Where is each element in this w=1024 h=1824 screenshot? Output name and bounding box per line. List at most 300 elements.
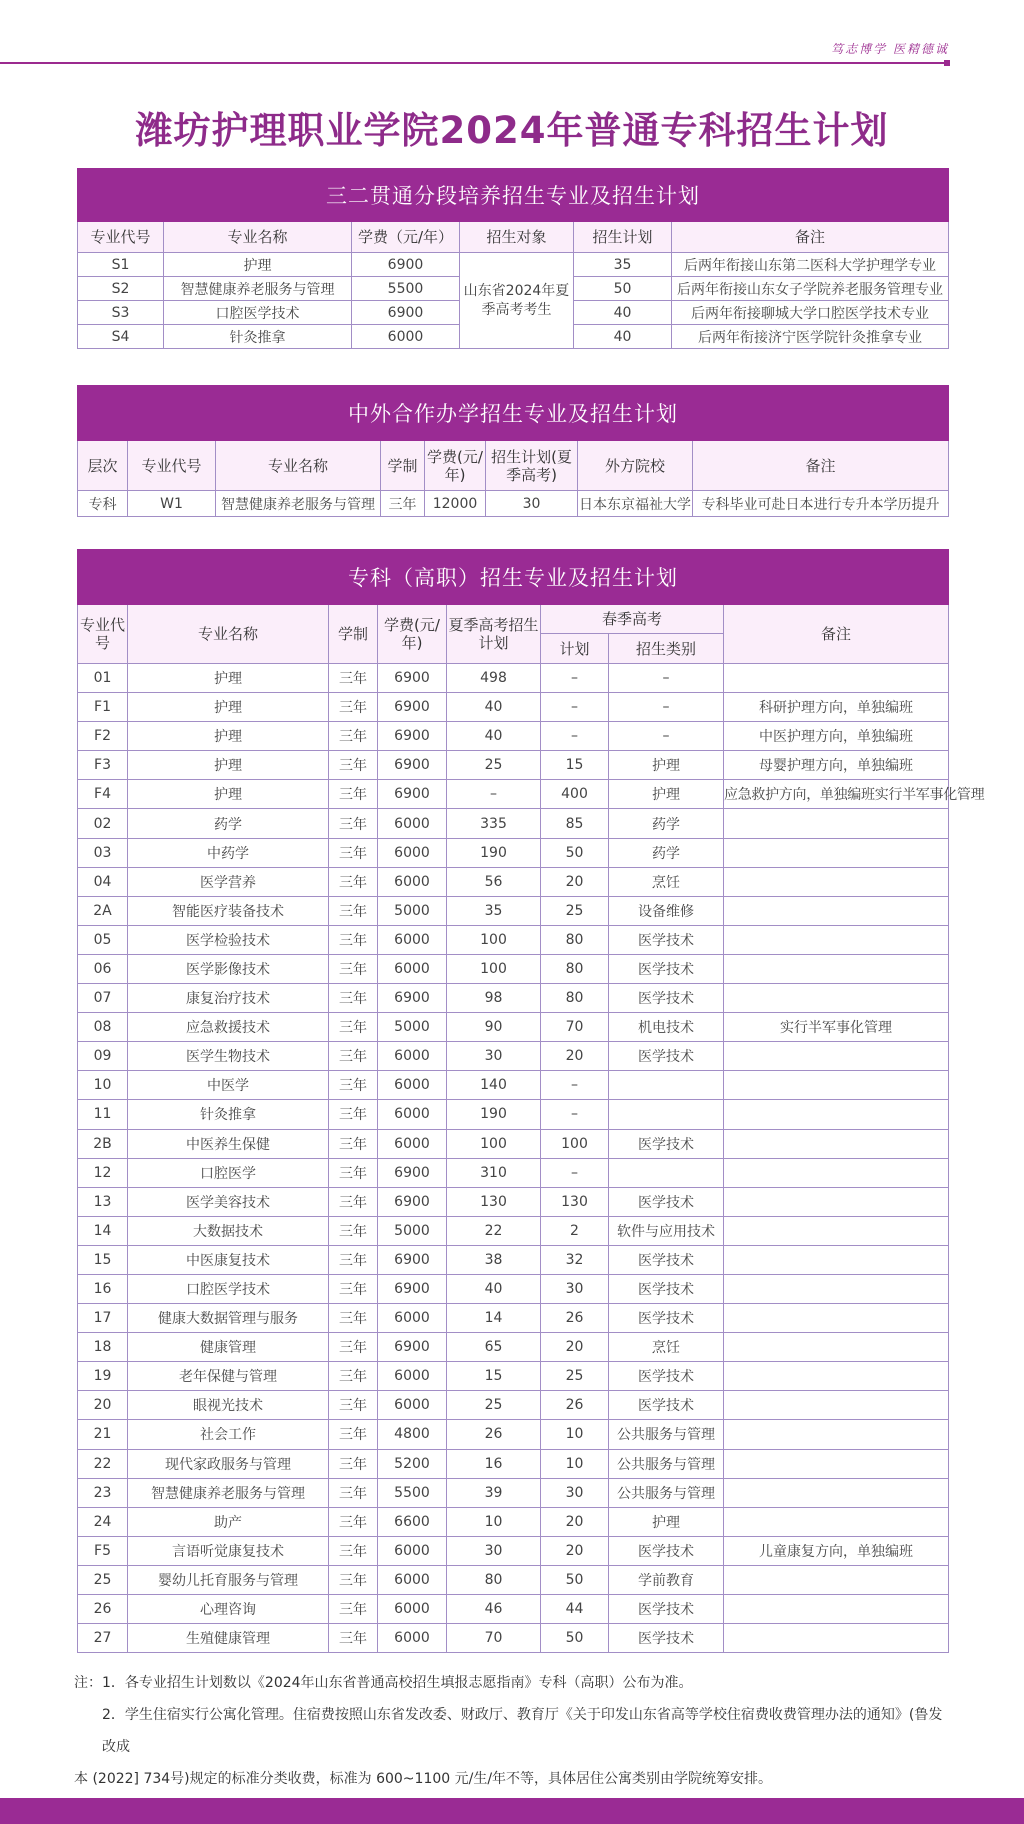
cell-code: 2A bbox=[78, 896, 128, 925]
cell-spring-plan: 20 bbox=[541, 1333, 609, 1362]
cell-code: 16 bbox=[78, 1274, 128, 1303]
cell-name: 医学营养 bbox=[128, 867, 329, 896]
cell-summer-plan: 15 bbox=[447, 1362, 541, 1391]
table-row bbox=[78, 896, 949, 925]
cell-name: 助产 bbox=[128, 1507, 329, 1536]
cell-years: 三年 bbox=[329, 1158, 378, 1187]
cell-years: 三年 bbox=[329, 722, 378, 751]
cell-spring-plan: 130 bbox=[541, 1187, 609, 1216]
cell-spring-type: – bbox=[609, 722, 724, 751]
cell-note bbox=[724, 1478, 949, 1507]
cell-fee: 12000 bbox=[425, 491, 486, 517]
cell-spring-type bbox=[609, 1158, 724, 1187]
cell-code: F3 bbox=[78, 751, 128, 780]
table1-header-fee: 学费（元/年） bbox=[352, 222, 460, 253]
table-row bbox=[78, 1187, 949, 1216]
cell-code: 10 bbox=[78, 1071, 128, 1100]
cell-years: 三年 bbox=[329, 751, 378, 780]
footnote-2-continued: 本 (2022] 734号)规定的标准分类收费，标准为 600~1100 元/生/年不等，具体居住公寓类别由学院统筹安排。 bbox=[74, 1771, 773, 1787]
table-row bbox=[78, 1420, 949, 1449]
cell-code: 08 bbox=[78, 1013, 128, 1042]
cell-summer-plan: 40 bbox=[447, 693, 541, 722]
cell-name: 社会工作 bbox=[128, 1420, 329, 1449]
cell-spring-plan: 32 bbox=[541, 1245, 609, 1274]
cell-spring-type: 烹饪 bbox=[609, 1333, 724, 1362]
cell-summer-plan: 190 bbox=[447, 1100, 541, 1129]
cell-fee: 6000 bbox=[352, 325, 460, 349]
cell-spring-type: 医学技术 bbox=[609, 1624, 724, 1653]
table3-header-spring: 春季高考 bbox=[541, 605, 724, 634]
cell-summer-plan: 130 bbox=[447, 1187, 541, 1216]
cell-spring-plan: 25 bbox=[541, 896, 609, 925]
cell-note: 专科毕业可赴日本进行专升本学历提升 bbox=[693, 491, 949, 517]
cell-years: 三年 bbox=[329, 1071, 378, 1100]
cell-fee: 6000 bbox=[378, 1624, 447, 1653]
cell-spring-type: 医学技术 bbox=[609, 1536, 724, 1565]
cell-code: 03 bbox=[78, 838, 128, 867]
cell-years: 三年 bbox=[329, 1274, 378, 1303]
cell-summer-plan: 22 bbox=[447, 1216, 541, 1245]
cell-spring-type: 医学技术 bbox=[609, 1274, 724, 1303]
footnotes bbox=[74, 1667, 954, 1795]
cell-spring-type bbox=[609, 1071, 724, 1100]
cell-note bbox=[724, 1100, 949, 1129]
cell-spring-plan: – bbox=[541, 693, 609, 722]
cell-fee: 6900 bbox=[378, 1274, 447, 1303]
table-row bbox=[78, 925, 949, 954]
cell-years: 三年 bbox=[329, 867, 378, 896]
table1-header-name: 专业名称 bbox=[164, 222, 352, 253]
cell-code: 22 bbox=[78, 1449, 128, 1478]
cell-years: 三年 bbox=[329, 1013, 378, 1042]
cell-fee: 4800 bbox=[378, 1420, 447, 1449]
cell-fee: 6900 bbox=[378, 1333, 447, 1362]
cell-spring-type: 医学技术 bbox=[609, 984, 724, 1013]
cell-code: 25 bbox=[78, 1565, 128, 1594]
cell-spring-plan: 26 bbox=[541, 1391, 609, 1420]
cell-spring-plan: 30 bbox=[541, 1274, 609, 1303]
table-row bbox=[78, 1304, 949, 1333]
cell-note bbox=[724, 954, 949, 983]
cell-summer-plan: 98 bbox=[447, 984, 541, 1013]
cell-code: 13 bbox=[78, 1187, 128, 1216]
cell-years: 三年 bbox=[329, 1507, 378, 1536]
cell-note bbox=[724, 1391, 949, 1420]
cell-fee: 6000 bbox=[378, 1042, 447, 1071]
page-title: 潍坊护理职业学院2024年普通专科招生计划 bbox=[135, 109, 889, 152]
cell-spring-type: – bbox=[609, 664, 724, 693]
cell-code: 26 bbox=[78, 1595, 128, 1624]
cell-summer-plan: 498 bbox=[447, 664, 541, 693]
cell-spring-plan: – bbox=[541, 1071, 609, 1100]
cell-spring-type: 医学技术 bbox=[609, 1304, 724, 1333]
cell-spring-plan: 44 bbox=[541, 1595, 609, 1624]
cell-spring-plan: 70 bbox=[541, 1013, 609, 1042]
footer-bar bbox=[0, 1798, 1024, 1824]
cell-summer-plan: 39 bbox=[447, 1478, 541, 1507]
cell-spring-plan: 80 bbox=[541, 925, 609, 954]
cell-years: 三年 bbox=[329, 1042, 378, 1071]
cell-spring-plan: 85 bbox=[541, 809, 609, 838]
cell-spring-type: 学前教育 bbox=[609, 1565, 724, 1594]
cell-code: 20 bbox=[78, 1391, 128, 1420]
cell-spring-plan: 20 bbox=[541, 867, 609, 896]
cell-note bbox=[724, 1216, 949, 1245]
cell-note bbox=[724, 1624, 949, 1653]
cell-summer-plan: 14 bbox=[447, 1304, 541, 1333]
cell-code: 23 bbox=[78, 1478, 128, 1507]
table-row bbox=[78, 1362, 949, 1391]
cell-summer-plan: 35 bbox=[447, 896, 541, 925]
cell-name: 口腔医学技术 bbox=[164, 301, 352, 325]
cell-note: 儿童康复方向，单独编班 bbox=[724, 1536, 949, 1565]
cell-spring-type: 医学技术 bbox=[609, 1129, 724, 1158]
cell-fee: 6000 bbox=[378, 925, 447, 954]
cell-note: 应急救护方向，单独编班实行半军事化管理 bbox=[724, 780, 949, 809]
table-row bbox=[78, 1100, 949, 1129]
cell-code: S2 bbox=[78, 277, 164, 301]
cell-summer-plan: 30 bbox=[447, 1042, 541, 1071]
cell-fee: 6000 bbox=[378, 1100, 447, 1129]
cell-years: 三年 bbox=[329, 693, 378, 722]
table-row bbox=[78, 1042, 949, 1071]
cell-fee: 5500 bbox=[352, 277, 460, 301]
cell-code: S1 bbox=[78, 253, 164, 277]
cell-years: 三年 bbox=[329, 984, 378, 1013]
cell-note bbox=[724, 838, 949, 867]
cell-fee: 5000 bbox=[378, 1013, 447, 1042]
table-row bbox=[78, 1129, 949, 1158]
table-row bbox=[78, 722, 949, 751]
cell-target: 山东省2024年夏季高考考生 bbox=[460, 253, 574, 349]
cell-code: 12 bbox=[78, 1158, 128, 1187]
cell-summer-plan: 56 bbox=[447, 867, 541, 896]
cell-code: 27 bbox=[78, 1624, 128, 1653]
cell-spring-type: 药学 bbox=[609, 809, 724, 838]
cell-code: 11 bbox=[78, 1100, 128, 1129]
cell-plan: 50 bbox=[574, 277, 672, 301]
cell-note: 中医护理方向，单独编班 bbox=[724, 722, 949, 751]
cell-code: 18 bbox=[78, 1333, 128, 1362]
table-row bbox=[78, 1158, 949, 1187]
cell-code: F4 bbox=[78, 780, 128, 809]
cell-spring-type: 护理 bbox=[609, 751, 724, 780]
header-motto: 笃志博学 医精德诚 bbox=[831, 42, 949, 56]
table-row bbox=[78, 1449, 949, 1478]
cell-note bbox=[724, 1304, 949, 1333]
cell-name: 中医康复技术 bbox=[128, 1245, 329, 1274]
cell-spring-plan: 400 bbox=[541, 780, 609, 809]
table-row bbox=[78, 1274, 949, 1303]
cell-years: 三年 bbox=[329, 925, 378, 954]
cell-spring-plan: 80 bbox=[541, 984, 609, 1013]
cell-note bbox=[724, 809, 949, 838]
table1-header-target: 招生对象 bbox=[460, 222, 574, 253]
cell-code: 06 bbox=[78, 954, 128, 983]
table-row bbox=[78, 1536, 949, 1565]
cell-years: 三年 bbox=[329, 780, 378, 809]
cell-spring-plan: 10 bbox=[541, 1420, 609, 1449]
cell-years: 三年 bbox=[329, 896, 378, 925]
cell-summer-plan: 100 bbox=[447, 954, 541, 983]
table-row bbox=[78, 780, 949, 809]
cell-spring-type: 护理 bbox=[609, 780, 724, 809]
table-row bbox=[78, 1478, 949, 1507]
cell-code: 17 bbox=[78, 1304, 128, 1333]
cell-code: F2 bbox=[78, 722, 128, 751]
cell-code: 24 bbox=[78, 1507, 128, 1536]
cell-note: 后两年衔接济宁医学院针灸推拿专业 bbox=[672, 325, 949, 349]
cell-spring-type bbox=[609, 1100, 724, 1129]
cell-name: 护理 bbox=[128, 664, 329, 693]
cell-spring-type: 医学技术 bbox=[609, 1042, 724, 1071]
cell-code: 21 bbox=[78, 1420, 128, 1449]
cell-years: 三年 bbox=[329, 1565, 378, 1594]
cell-summer-plan: 16 bbox=[447, 1449, 541, 1478]
cell-spring-plan: 50 bbox=[541, 1624, 609, 1653]
cell-summer-plan: 25 bbox=[447, 751, 541, 780]
cell-fee: 6000 bbox=[378, 1536, 447, 1565]
cell-spring-type: 公共服务与管理 bbox=[609, 1420, 724, 1449]
cell-code: 02 bbox=[78, 809, 128, 838]
cell-spring-type: 医学技术 bbox=[609, 1391, 724, 1420]
cell-spring-plan: 25 bbox=[541, 1362, 609, 1391]
table3-title: 专科（高职）招生专业及招生计划 bbox=[78, 550, 949, 605]
cell-note bbox=[724, 1071, 949, 1100]
cell-fee: 6900 bbox=[378, 780, 447, 809]
cell-years: 三年 bbox=[381, 491, 425, 517]
header-rule bbox=[0, 62, 948, 64]
cell-summer-plan: 80 bbox=[447, 1565, 541, 1594]
cell-summer-plan: 38 bbox=[447, 1245, 541, 1274]
cell-code: 2B bbox=[78, 1129, 128, 1158]
cell-spring-type: 医学技术 bbox=[609, 954, 724, 983]
cell-fee: 6600 bbox=[378, 1507, 447, 1536]
cell-fee: 6000 bbox=[378, 954, 447, 983]
cell-years: 三年 bbox=[329, 1129, 378, 1158]
cell-summer-plan: 310 bbox=[447, 1158, 541, 1187]
cell-spring-plan: 20 bbox=[541, 1042, 609, 1071]
cell-years: 三年 bbox=[329, 664, 378, 693]
cell-fee: 6000 bbox=[378, 809, 447, 838]
cell-summer-plan: 335 bbox=[447, 809, 541, 838]
cell-fee: 6900 bbox=[378, 722, 447, 751]
table2-header-years: 学制 bbox=[381, 441, 425, 491]
cell-name: 眼视光技术 bbox=[128, 1391, 329, 1420]
cell-years: 三年 bbox=[329, 1187, 378, 1216]
cell-fee: 5500 bbox=[378, 1478, 447, 1507]
cell-years: 三年 bbox=[329, 1100, 378, 1129]
cell-fee: 6900 bbox=[378, 1187, 447, 1216]
cell-summer-plan: 65 bbox=[447, 1333, 541, 1362]
cell-spring-plan: 26 bbox=[541, 1304, 609, 1333]
cell-fee: 6000 bbox=[378, 1565, 447, 1594]
cell-spring-plan: 30 bbox=[541, 1478, 609, 1507]
table3-header-spring-type: 招生类别 bbox=[609, 634, 724, 664]
table-row bbox=[78, 751, 949, 780]
cell-summer-plan: 100 bbox=[447, 1129, 541, 1158]
table2-title: 中外合作办学招生专业及招生计划 bbox=[78, 386, 949, 441]
table2-header-fee: 学费(元/年) bbox=[425, 441, 486, 491]
cell-spring-type: 烹饪 bbox=[609, 867, 724, 896]
cell-code: 01 bbox=[78, 664, 128, 693]
cell-fee: 6000 bbox=[378, 1129, 447, 1158]
table3-header-summer: 夏季高考招生计划 bbox=[447, 605, 541, 664]
cell-spring-plan: 10 bbox=[541, 1449, 609, 1478]
cell-spring-plan: 50 bbox=[541, 1565, 609, 1594]
cell-spring-type: 医学技术 bbox=[609, 1595, 724, 1624]
cell-fee: 6000 bbox=[378, 1362, 447, 1391]
table-row bbox=[78, 1391, 949, 1420]
cell-fee: 5200 bbox=[378, 1449, 447, 1478]
cell-years: 三年 bbox=[329, 1333, 378, 1362]
cell-note bbox=[724, 1274, 949, 1303]
cell-years: 三年 bbox=[329, 1420, 378, 1449]
cell-summer-plan: 40 bbox=[447, 722, 541, 751]
cell-fee: 5000 bbox=[378, 896, 447, 925]
table2-header-code: 专业代号 bbox=[128, 441, 216, 491]
cell-spring-type: – bbox=[609, 693, 724, 722]
cell-name: 中医学 bbox=[128, 1071, 329, 1100]
cell-spring-type: 医学技术 bbox=[609, 1362, 724, 1391]
cell-spring-type: 软件与应用技术 bbox=[609, 1216, 724, 1245]
cell-code: 15 bbox=[78, 1245, 128, 1274]
cell-years: 三年 bbox=[329, 1245, 378, 1274]
cell-code: 05 bbox=[78, 925, 128, 954]
cell-fee: 6900 bbox=[378, 1245, 447, 1274]
cell-fee: 6000 bbox=[378, 1304, 447, 1333]
cell-school: 日本东京福祉大学 bbox=[578, 491, 693, 517]
cell-summer-plan: 10 bbox=[447, 1507, 541, 1536]
cell-summer-plan: 140 bbox=[447, 1071, 541, 1100]
table1-header-note: 备注 bbox=[672, 222, 949, 253]
cell-years: 三年 bbox=[329, 809, 378, 838]
cell-code: F5 bbox=[78, 1536, 128, 1565]
footnote-1: 注：1．各专业招生计划数以《2024年山东省普通高校招生填报志愿指南》专科（高职）公布为准。 bbox=[74, 1675, 693, 1691]
cell-fee: 6000 bbox=[378, 1391, 447, 1420]
cell-name: 中药学 bbox=[128, 838, 329, 867]
cell-name: 护理 bbox=[128, 722, 329, 751]
cell-spring-plan: 80 bbox=[541, 954, 609, 983]
cell-name: 健康大数据管理与服务 bbox=[128, 1304, 329, 1333]
cell-spring-type: 机电技术 bbox=[609, 1013, 724, 1042]
cell-spring-plan: – bbox=[541, 722, 609, 751]
cell-spring-plan: 50 bbox=[541, 838, 609, 867]
table-row bbox=[78, 809, 949, 838]
cell-fee: 6900 bbox=[378, 693, 447, 722]
cell-name: 大数据技术 bbox=[128, 1216, 329, 1245]
cell-fee: 5000 bbox=[378, 1216, 447, 1245]
cell-years: 三年 bbox=[329, 838, 378, 867]
cell-name: 智慧健康养老服务与管理 bbox=[128, 1478, 329, 1507]
cell-spring-type: 医学技术 bbox=[609, 925, 724, 954]
table-row bbox=[78, 1013, 949, 1042]
cell-name: 护理 bbox=[128, 693, 329, 722]
cell-years: 三年 bbox=[329, 1449, 378, 1478]
cell-note bbox=[724, 1362, 949, 1391]
table-row bbox=[78, 1624, 949, 1653]
cell-fee: 6900 bbox=[352, 301, 460, 325]
table-row bbox=[78, 1071, 949, 1100]
cell-spring-plan: 100 bbox=[541, 1129, 609, 1158]
cell-summer-plan: 190 bbox=[447, 838, 541, 867]
cell-name: 智能医疗装备技术 bbox=[128, 896, 329, 925]
cell-summer-plan: 40 bbox=[447, 1274, 541, 1303]
cell-code: S3 bbox=[78, 301, 164, 325]
cell-name: 心理咨询 bbox=[128, 1595, 329, 1624]
table-row bbox=[78, 1595, 949, 1624]
footnote-2: 2．学生住宿实行公寓化管理。住宿费按照山东省发改委、财政厅、教育厅《关于印发山东省高等学校住宿费收费管理办法的通知》(鲁发改成 bbox=[102, 1707, 943, 1755]
cell-code: S4 bbox=[78, 325, 164, 349]
cell-summer-plan: 30 bbox=[447, 1536, 541, 1565]
table-row bbox=[78, 954, 949, 983]
cell-spring-type: 医学技术 bbox=[609, 1245, 724, 1274]
cell-note: 后两年衔接山东第二医科大学护理学专业 bbox=[672, 253, 949, 277]
table-row bbox=[78, 664, 949, 693]
cell-fee: 6900 bbox=[378, 751, 447, 780]
cell-summer-plan: 70 bbox=[447, 1624, 541, 1653]
cell-note bbox=[724, 1042, 949, 1071]
table-row bbox=[78, 693, 949, 722]
cell-code: 04 bbox=[78, 867, 128, 896]
cell-fee: 6900 bbox=[378, 984, 447, 1013]
cell-fee: 6000 bbox=[378, 838, 447, 867]
table1-title: 三二贯通分段培养招生专业及招生计划 bbox=[78, 169, 949, 222]
cell-name: 针灸推拿 bbox=[164, 325, 352, 349]
cell-spring-plan: 20 bbox=[541, 1507, 609, 1536]
cell-name: 智慧健康养老服务与管理 bbox=[164, 277, 352, 301]
cell-note bbox=[724, 1507, 949, 1536]
cell-spring-plan: 15 bbox=[541, 751, 609, 780]
cell-summer-plan: – bbox=[447, 780, 541, 809]
cell-note: 科研护理方向，单独编班 bbox=[724, 693, 949, 722]
cell-name: 言语听觉康复技术 bbox=[128, 1536, 329, 1565]
table2-header-note: 备注 bbox=[693, 441, 949, 491]
table-row bbox=[78, 984, 949, 1013]
cell-spring-type: 护理 bbox=[609, 1507, 724, 1536]
cell-name: 康复治疗技术 bbox=[128, 984, 329, 1013]
cell-fee: 6900 bbox=[378, 1158, 447, 1187]
cell-note bbox=[724, 925, 949, 954]
table-row bbox=[78, 1216, 949, 1245]
cell-note bbox=[724, 1333, 949, 1362]
cell-note bbox=[724, 1565, 949, 1594]
cell-years: 三年 bbox=[329, 1595, 378, 1624]
table-row bbox=[78, 253, 949, 277]
cell-years: 三年 bbox=[329, 954, 378, 983]
cell-name: 口腔医学 bbox=[128, 1158, 329, 1187]
cell-fee: 6000 bbox=[378, 867, 447, 896]
cell-fee: 6900 bbox=[378, 664, 447, 693]
cell-years: 三年 bbox=[329, 1391, 378, 1420]
table-vocational-program bbox=[77, 549, 985, 1653]
cell-note bbox=[724, 896, 949, 925]
cell-spring-plan: – bbox=[541, 1100, 609, 1129]
cell-note bbox=[724, 1245, 949, 1274]
cell-summer-plan: 25 bbox=[447, 1391, 541, 1420]
table-row bbox=[78, 1507, 949, 1536]
cell-name: 护理 bbox=[128, 751, 329, 780]
cell-fee: 6900 bbox=[352, 253, 460, 277]
table-row bbox=[78, 1565, 949, 1594]
cell-summer-plan: 100 bbox=[447, 925, 541, 954]
cell-spring-type: 公共服务与管理 bbox=[609, 1478, 724, 1507]
table-sino-foreign-program bbox=[77, 385, 949, 517]
cell-note bbox=[724, 984, 949, 1013]
cell-years: 三年 bbox=[329, 1478, 378, 1507]
cell-note: 后两年衔接山东女子学院养老服务管理专业 bbox=[672, 277, 949, 301]
cell-plan: 35 bbox=[574, 253, 672, 277]
